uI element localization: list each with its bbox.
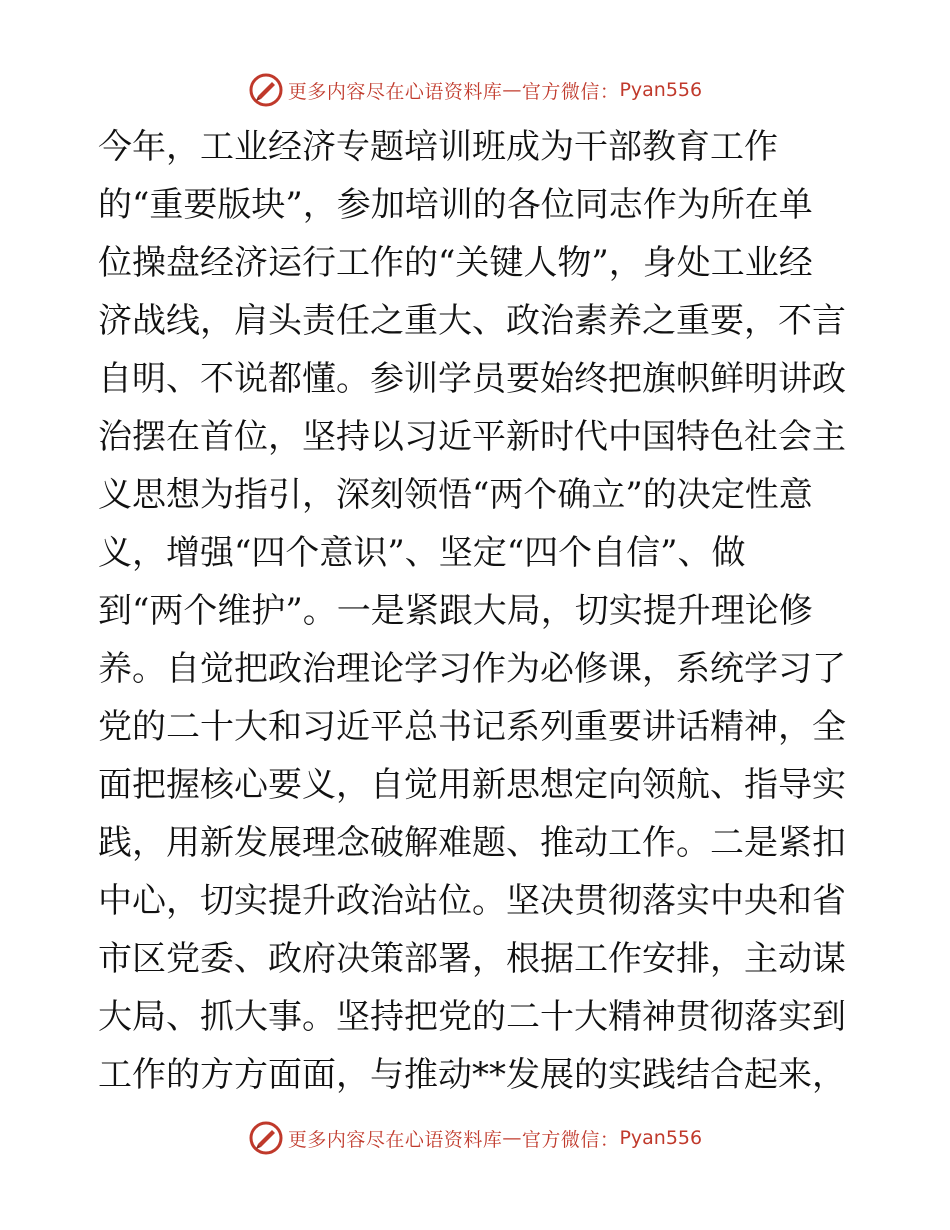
header-wechat-id: Pyan556 xyxy=(619,79,703,101)
text-line: 践，用新发展理念破解难题、推动工作。二是紧扣 xyxy=(98,823,846,863)
text-line: 自明、不说都懂。参训学员要始终把旗帜鲜明讲政 xyxy=(98,359,846,399)
text-line: 党的二十大和习近平总书记系列重要讲话精神，全 xyxy=(98,707,846,747)
text-line: 的“重要版块”，参加培训的各位同志作为所在单 xyxy=(98,185,813,225)
header-site-text: 更多内容尽在心语资料库 xyxy=(287,80,503,103)
footer-dash: — xyxy=(502,1127,522,1149)
text-line: 位操盘经济运行工作的“关键人物”，身处工业经 xyxy=(98,243,813,283)
text-line: 济战线，肩头责任之重大、政治素养之重要，不言 xyxy=(98,301,846,341)
pen-logo-icon xyxy=(248,72,284,108)
text-line: 市区党委、政府决策部署，根据工作安排，主动谋 xyxy=(98,939,846,979)
header-dash: — xyxy=(502,79,522,101)
text-line: 工作的方方面面，与推动**发展的实践结合起来， xyxy=(98,1055,846,1095)
text-line: 大局、抓大事。坚持把党的二十大精神贯彻落实到 xyxy=(98,997,846,1037)
pen-logo-icon xyxy=(248,1120,284,1156)
header-banner xyxy=(0,70,950,110)
document-body xyxy=(98,118,858,1104)
text-line: 义，增强“四个意识”、坚定“四个自信”、做 xyxy=(98,533,746,573)
text-line: 中心，切实提升政治站位。坚决贯彻落实中央和省 xyxy=(98,881,846,921)
text-line: 面把握核心要义，自觉用新思想定向领航、指导实 xyxy=(98,765,846,805)
footer-wechat-label: 官方微信： xyxy=(521,1128,620,1151)
footer-wechat-id: Pyan556 xyxy=(619,1127,703,1149)
footer-banner xyxy=(0,1118,950,1158)
header-wechat-label: 官方微信： xyxy=(521,80,620,103)
text-line: 义思想为指引，深刻领悟“两个确立”的决定性意 xyxy=(98,475,813,515)
text-line: 到“两个维护”。一是紧跟大局，切实提升理论修 xyxy=(98,591,813,631)
text-line: 治摆在首位，坚持以习近平新时代中国特色社会主 xyxy=(98,417,846,457)
text-line: 养。自觉把政治理论学习作为必修课，系统学习了 xyxy=(98,649,846,689)
text-line: 今年，工业经济专题培训班成为干部教育工作 xyxy=(98,127,778,167)
footer-site-text: 更多内容尽在心语资料库 xyxy=(287,1128,503,1151)
